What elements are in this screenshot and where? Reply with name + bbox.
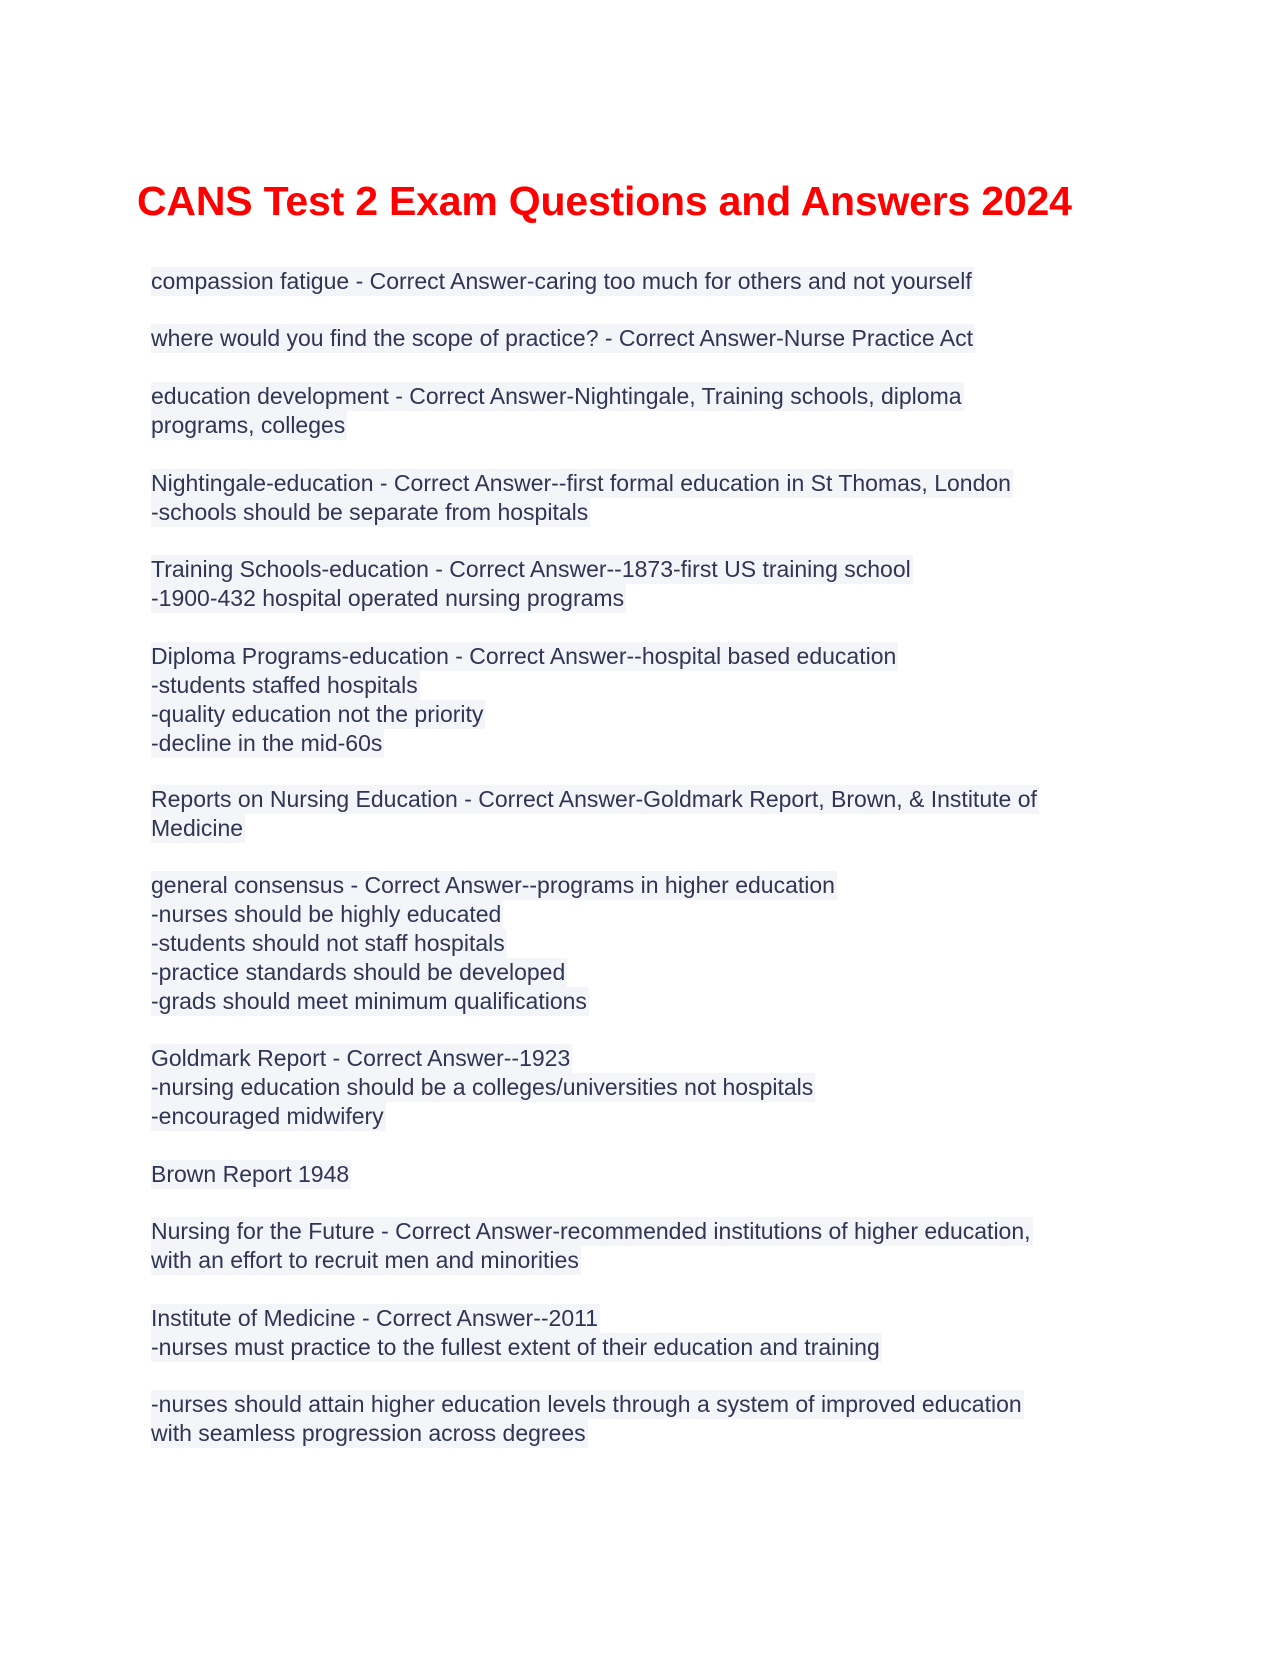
qa-entry <box>151 555 913 613</box>
text-line: with seamless progression across degrees <box>151 1420 586 1446</box>
qa-entry <box>151 785 1039 843</box>
qa-entry <box>151 1160 351 1189</box>
text-line: Nursing for the Future - Correct Answer-recommended institutions of higher education, <box>151 1218 1031 1244</box>
text-line: Training Schools-education - Correct Answer--1873-first US training school <box>151 556 911 582</box>
text-line: -decline in the mid-60s <box>151 730 383 756</box>
text-line: -nurses should attain higher education levels through a system of improved education <box>151 1391 1022 1417</box>
qa-entry <box>151 871 837 1016</box>
qa-entry <box>151 1217 1033 1275</box>
text-line: Goldmark Report - Correct Answer--1923 <box>151 1045 571 1071</box>
text-line: -nursing education should be a colleges/universities not hospitals <box>151 1074 814 1100</box>
qa-entry <box>151 382 964 440</box>
text-line: -practice standards should be developed <box>151 959 566 985</box>
text-line: -students should not staff hospitals <box>151 930 505 956</box>
text-line: -quality education not the priority <box>151 701 484 727</box>
text-line: Brown Report 1948 <box>151 1161 350 1187</box>
qa-entry <box>151 1390 1024 1448</box>
qa-entry <box>151 642 898 758</box>
text-line: education development - Correct Answer-Nightingale, Training schools, diploma <box>151 383 962 409</box>
text-line: Diploma Programs-education - Correct Answer--hospital based education <box>151 643 897 669</box>
text-line: Nightingale-education - Correct Answer--first formal education in St Thomas, London <box>151 470 1011 496</box>
text-line: compassion fatigue - Correct Answer-caring too much for others and not yourself <box>151 268 972 294</box>
text-line: -1900-432 hospital operated nursing programs <box>151 585 625 611</box>
text-line: Reports on Nursing Education - Correct Answer-Goldmark Report, Brown, & Institute of <box>151 786 1037 812</box>
text-line: Medicine <box>151 815 244 841</box>
text-line: programs, colleges <box>151 412 346 438</box>
text-line: -nurses should be highly educated <box>151 901 502 927</box>
text-line: -schools should be separate from hospitals <box>151 499 589 525</box>
text-line: -encouraged midwifery <box>151 1103 384 1129</box>
text-line: with an effort to recruit men and minorities <box>151 1247 579 1273</box>
text-line: where would you find the scope of practice? - Correct Answer-Nurse Practice Act <box>151 325 973 351</box>
text-line: -students staffed hospitals <box>151 672 418 698</box>
text-line: general consensus - Correct Answer--programs in higher education <box>151 872 835 898</box>
text-line: -grads should meet minimum qualifications <box>151 988 587 1014</box>
qa-entry <box>151 324 975 353</box>
qa-entry <box>151 1044 815 1131</box>
qa-entry <box>151 1304 882 1362</box>
document-title: CANS Test 2 Exam Questions and Answers 2024 <box>137 178 1072 224</box>
qa-entry <box>151 469 1013 527</box>
text-line: -nurses must practice to the fullest extent of their education and training <box>151 1334 880 1360</box>
qa-entry <box>151 267 974 296</box>
text-line: Institute of Medicine - Correct Answer--2011 <box>151 1305 598 1331</box>
